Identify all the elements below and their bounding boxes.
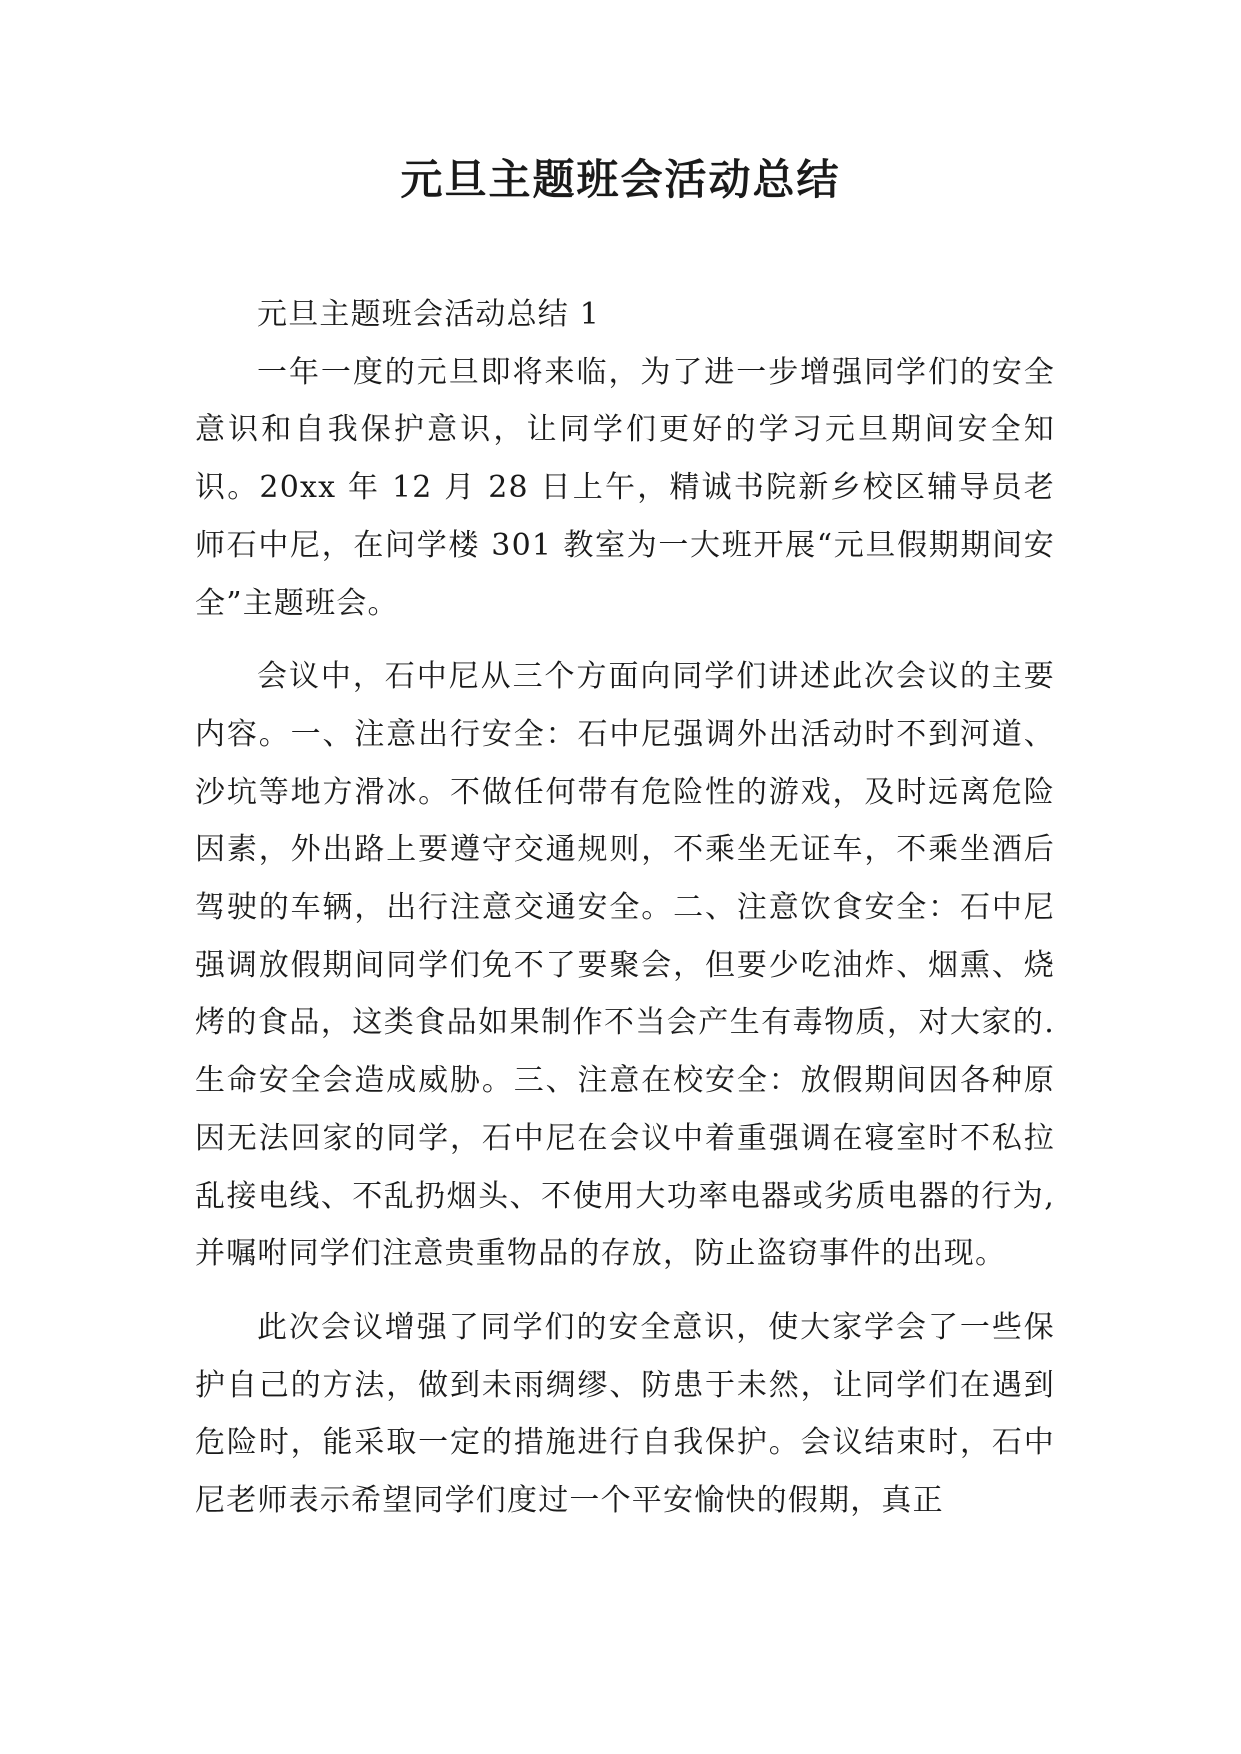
document-title: 元旦主题班会活动总结 (400, 155, 841, 204)
paragraph: 此次会议增强了同学们的安全意识，使大家学会了一些保护自己的方法，做到未雨绸缪、防患于未然，让同学们在遇到危险时，能采取一定的措施进行自我保护。会议结束时，石中尼老师表示希望同学们度过一个平安愉快的假期，真正 (195, 1309, 1055, 1519)
paragraph: 会议中，石中尼从三个方面向同学们讲述此次会议的主要内容。一、注意出行安全：石中尼强调外出活动时不到河道、沙坑等地方滑冰。不做任何带有危险性的游戏，及时远离危险因素，外出路上要遵守交通规则，不乘坐无证车，不乘坐酒后驾驶的车辆，出行注意交通安全。二、注意饮食安全：石中尼强调放假期间同学们免不了要聚会，但要少吃油炸、烟熏、烧烤的食品，这类食品如果制作不当会产生有毒物质，对大家的.生命安全会造成威胁。三、注意在校安全：放假期间因各种原因无法回家的同学，石中尼在会议中着重强调在寝室时不私拉乱接电线、不乱扔烟头、不使用大功率电器或劣质电器的行为,并嘱咐同学们注意贵重物品的存放，防止盗窃事件的出现。 (195, 659, 1055, 1272)
section-heading: 元旦主题班会活动总结 1 (257, 297, 601, 332)
paragraph: 一年一度的元旦即将来临，为了进一步增强同学们的安全意识和自我保护意识，让同学们更好的学习元旦期间安全知识。20xx 年 12 月 28 日上午，精诚书院新乡校区辅导员老师石中尼，在问学楼 301 教室为一大班开展“元旦假期期间安全”主题班会。 (195, 354, 1055, 621)
document-body (195, 286, 1055, 1530)
